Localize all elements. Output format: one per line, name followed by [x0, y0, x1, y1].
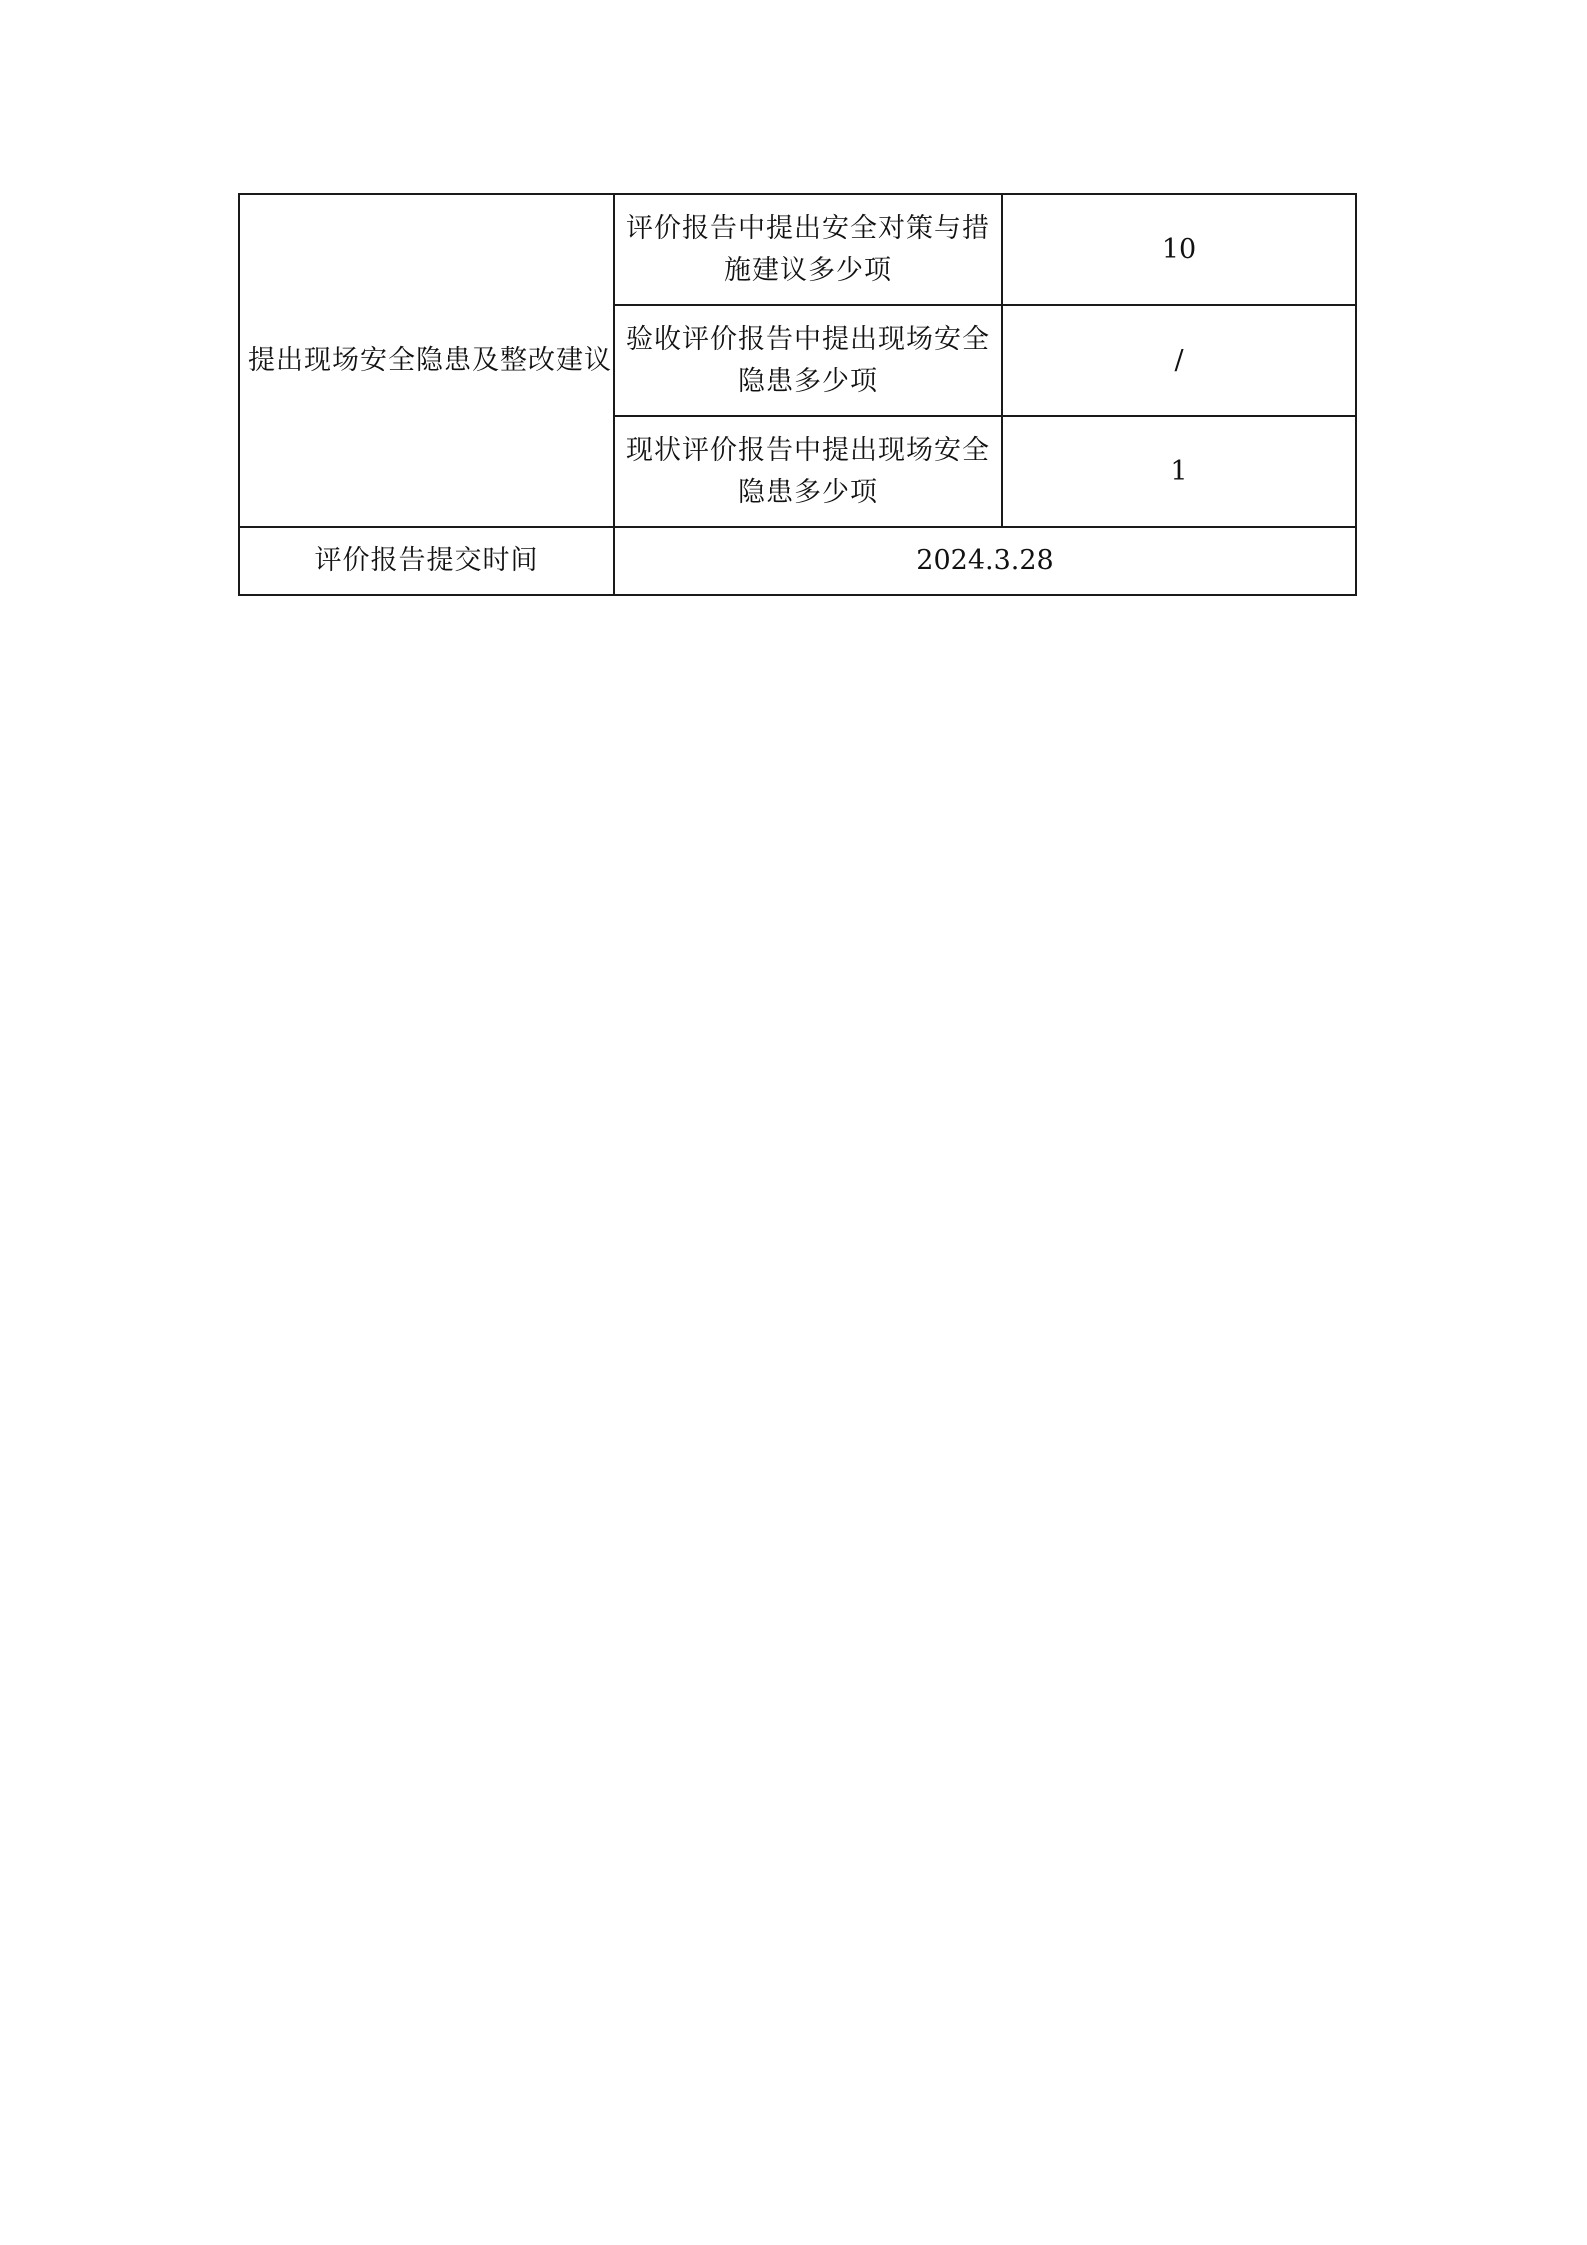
item-label-cell [614, 305, 1002, 416]
table-row [239, 194, 1356, 305]
item-label-cell [614, 194, 1002, 305]
group-label-cell [239, 194, 614, 527]
item-label-cell [614, 416, 1002, 527]
item-value-cell [1002, 416, 1356, 527]
item-value-safety-measures: 10 [1161, 233, 1197, 265]
item-value-acceptance-hazards: / [1174, 344, 1184, 376]
date-value-cell [614, 527, 1356, 595]
table-row [239, 527, 1356, 595]
item-value-cell [1002, 194, 1356, 305]
date-label: 评价报告提交时间 [314, 545, 539, 576]
item-value-status-hazards: 1 [1170, 455, 1188, 487]
item-label-safety-measures: 评价报告中提出安全对策与措施建议多少项 [626, 212, 990, 286]
item-value-cell [1002, 305, 1356, 416]
date-label-cell [239, 527, 614, 595]
item-label-status-hazards: 现状评价报告中提出现场安全隐患多少项 [626, 434, 990, 508]
date-value: 2024.3.28 [916, 545, 1054, 576]
group-label: 提出现场安全隐患及整改建议 [248, 344, 612, 376]
item-label-acceptance-hazards: 验收评价报告中提出现场安全隐患多少项 [626, 323, 990, 397]
report-summary-table [238, 193, 1357, 596]
